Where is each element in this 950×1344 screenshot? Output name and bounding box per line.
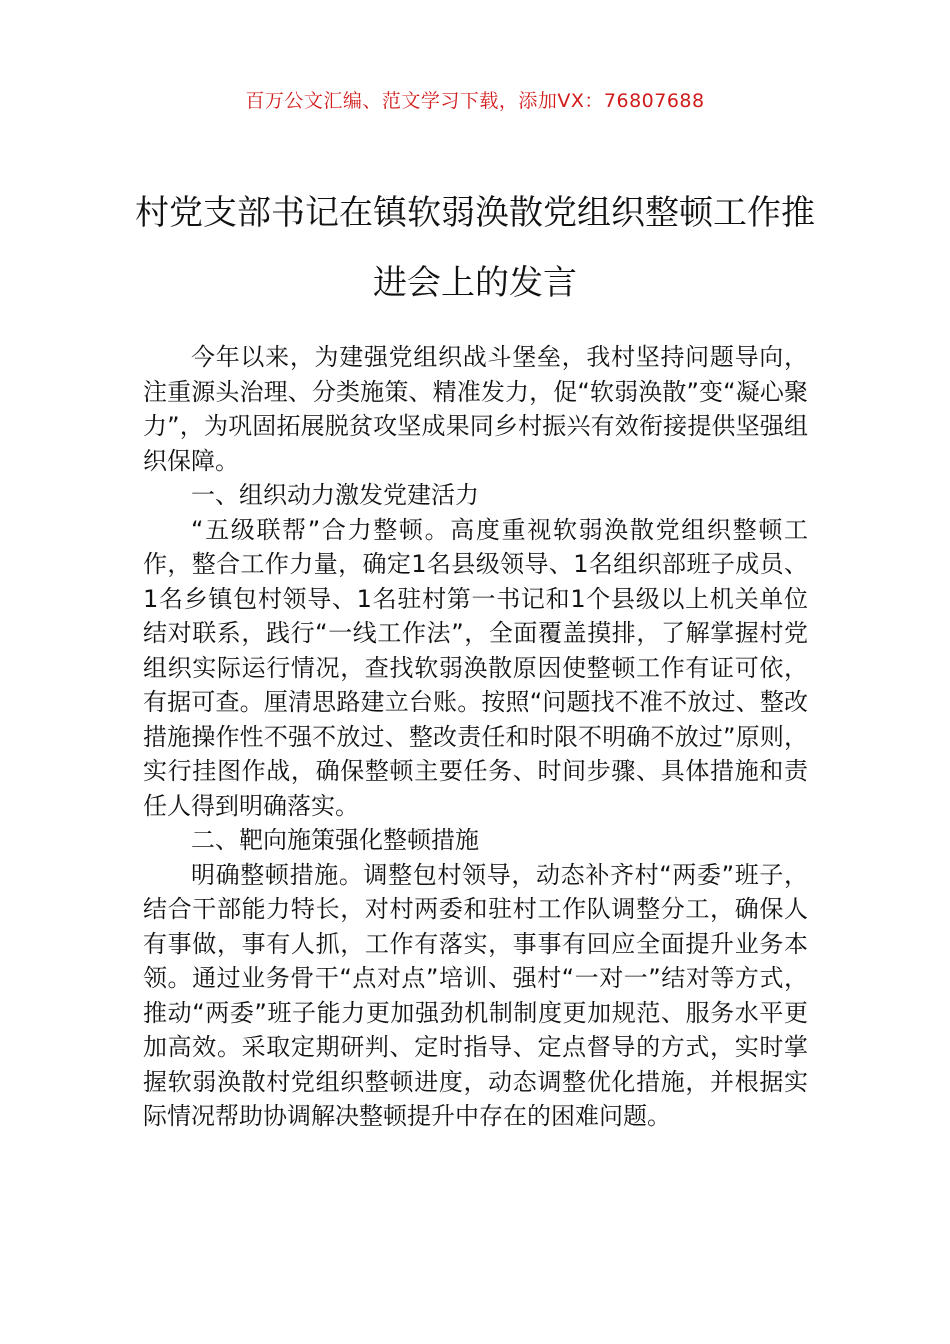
document-title: 村党支部书记在镇软弱涣散党组织整顿工作推进会上的发言 [135, 193, 815, 303]
section-2-paragraph: 明确整顿措施。调整包村领导，动态补齐村“两委”班子，结合干部能力特长，对村两委和驻村工作队调整分工，确保人有事做，事有人抓，工作有落实，事事有回应全面提升业务本领。通过业务骨干“点对点”培训、强村“一对一”结对等方式，推动“两委”班子能力更加强劲机制制度更加规范、服务水平更加高效。采取定期研判、定时指导、定点督导的方式，实时掌握软弱涣散村党组织整顿进度，动态调整优化措施，并根据实际情况帮助协调解决整顿提升中存在的困难问题。 [143, 860, 808, 1130]
header-note: 百万公文汇编、范文学习下载，添加VX：76807688 [245, 90, 705, 112]
document-body [143, 340, 808, 1134]
intro-paragraph: 今年以来，为建强党组织战斗堡垒，我村坚持问题导向，注重源头治理、分类施策、精准发力，促“软弱涣散”变“凝心聚力”，为巩固拓展脱贫攻坚成果同乡村振兴有效衔接提供坚强组织保障。 [143, 343, 808, 475]
section-heading-2: 二、靶向施策强化整顿措施 [191, 826, 479, 854]
section-1-paragraph: “五级联帮”合力整顿。高度重视软弱涣散党组织整顿工作，整合工作力量，确定1名县级领导、1名组织部班子成员、1名乡镇包村领导、1名驻村第一书记和1个县级以上机关单位结对联系，践行“一线工作法”，全面覆盖摸排，了解掌握村党组织实际运行情况，查找软弱涣散原因使整顿工作有证可依，有据可查。厘清思路建立台账。按照“问题找不准不放过、整改措施操作性不强不放过、整改责任和时限不明确不放过”原则，实行挂图作战，确保整顿主要任务、时间步骤、具体措施和责任人得到明确落实。 [143, 515, 808, 820]
section-heading-1: 一、组织动力激发党建活力 [191, 481, 479, 509]
